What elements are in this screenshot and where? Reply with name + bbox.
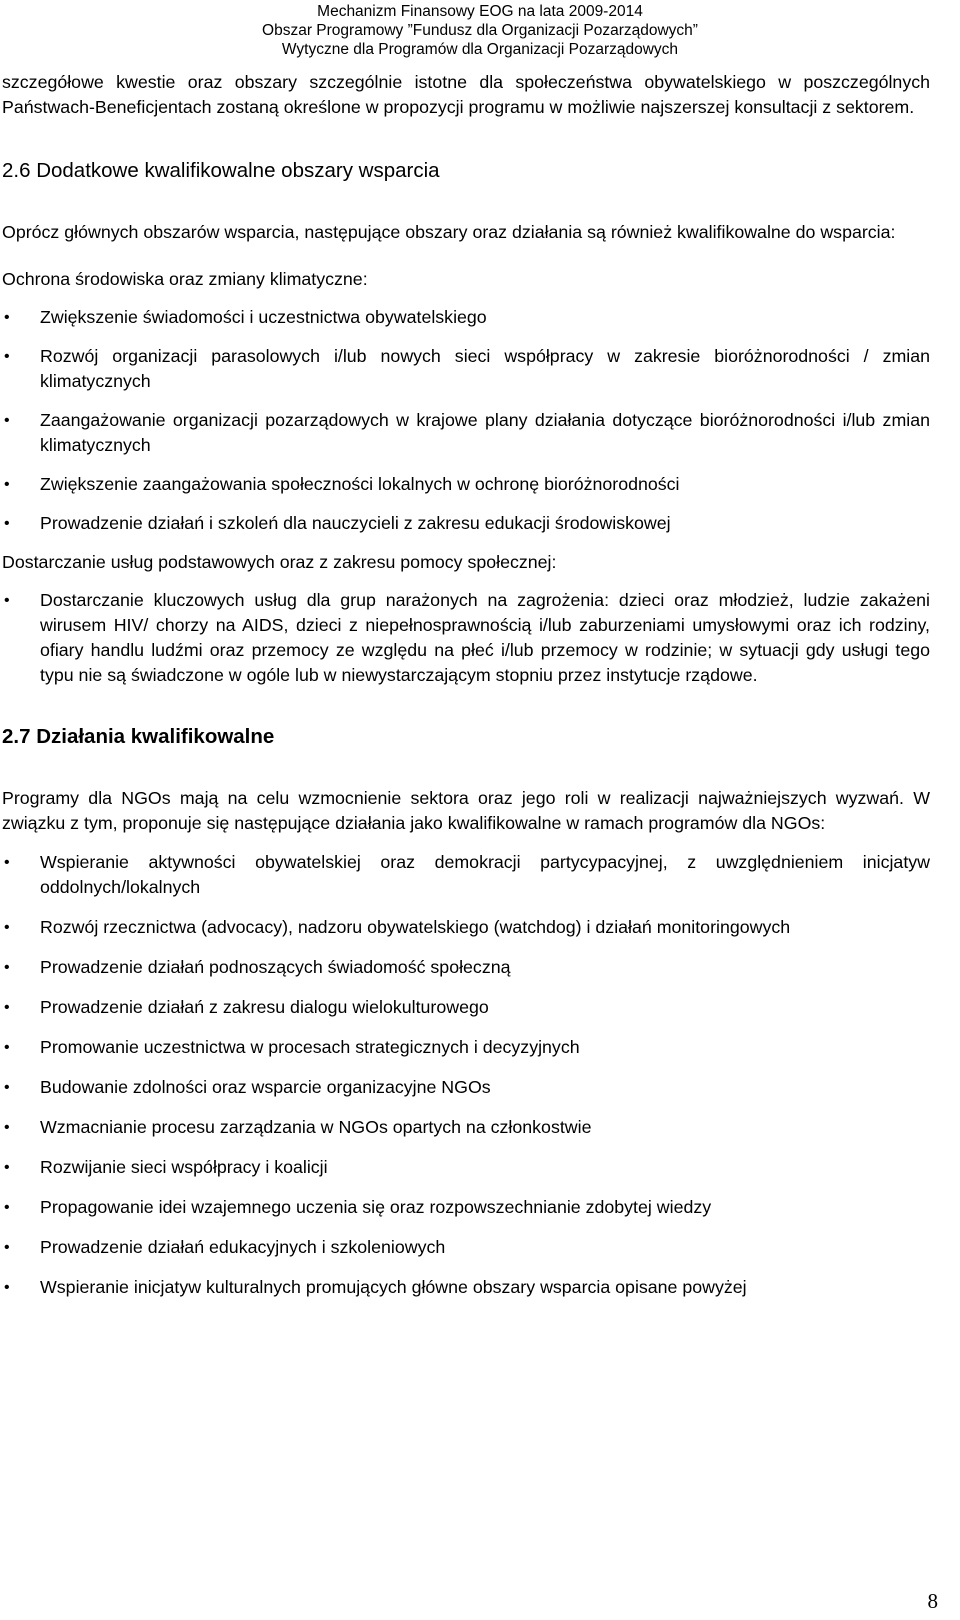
bullet-icon: •: [4, 1159, 10, 1176]
list-item: • Prowadzenie działań edukacyjnych i szkoleniowych: [2, 1235, 930, 1260]
section-2-6-heading: 2.6 Dodatkowe kwalifikowalne obszary wsparcia: [2, 159, 440, 182]
section-2-6-intro: Oprócz głównych obszarów wsparcia, następujące obszary oraz działania są również kwalifikowalne do wsparcia:: [2, 222, 896, 242]
bullet-icon: •: [4, 309, 10, 326]
list-item: • Prowadzenie działań z zakresu dialogu wielokulturowego: [2, 995, 930, 1020]
list-item: • Rozwój organizacji parasolowych i/lub nowych sieci współpracy w zakresie bioróżnorodności / zmian klimatycznych: [4, 346, 930, 391]
social-services-label: Dostarczanie usług podstawowych oraz z zakresu pomocy społecznej:: [2, 552, 557, 572]
environment-label: Ochrona środowiska oraz zmiany klimatyczne:: [2, 269, 368, 289]
document-header: [0, 2, 960, 59]
bullet-icon: •: [4, 592, 10, 609]
list-item: • Wspieranie inicjatyw kulturalnych promujących główne obszary wsparcia opisane powyżej: [2, 1275, 930, 1300]
intro-paragraph: szczegółowe kwestie oraz obszary szczególnie istotne dla społeczeństwa obywatelskiego w poszczególnych Państwach-Beneficjentach zostaną określone w propozycji programu w możliwie najszerszej konsultacji z sektorem.: [2, 72, 930, 117]
bullet-icon: •: [4, 1079, 10, 1096]
bullet-icon: •: [4, 476, 10, 493]
header-line-3: Wytyczne dla Programów dla Organizacji Pozarządowych: [281, 41, 679, 58]
list-item: • Rozwój rzecznictwa (advocacy), nadzoru obywatelskiego (watchdog) i działań monitoringowych: [2, 915, 930, 940]
eligible-activities-list: [2, 850, 930, 1300]
page-number: 8: [927, 1589, 938, 1613]
bullet-icon: •: [4, 1239, 10, 1256]
section-2-7-intro: Programy dla NGOs mają na celu wzmocnienie sektora oraz jego roli w realizacji najważniejszych wyzwań. W związku z tym, proponuje się następujące działania jako kwalifikowalne w ramach programów dla NGOs:: [2, 788, 930, 833]
list-item: • Propagowanie idei wzajemnego uczenia się oraz rozpowszechnianie zdobytej wiedzy: [2, 1195, 930, 1220]
bullet-icon: •: [4, 959, 10, 976]
bullet-icon: •: [4, 854, 10, 871]
header-line-2: Obszar Programowy ”Fundusz dla Organizacji Pozarządowych”: [262, 22, 698, 39]
list-item: • Rozwijanie sieci współpracy i koalicji: [2, 1155, 930, 1180]
bullet-icon: •: [4, 515, 10, 532]
list-item: • Prowadzenie działań podnoszących świadomość społeczną: [2, 955, 930, 980]
bullet-icon: •: [4, 1279, 10, 1296]
list-item: • Zwiększenie świadomości i uczestnictwa obywatelskiego: [2, 305, 930, 330]
list-item: • Zwiększenie zaangażowania społeczności lokalnych w ochronę bioróżnorodności: [2, 472, 930, 497]
header-line-1: Mechanizm Finansowy EOG na lata 2009-2014: [317, 3, 643, 20]
list-item: • Promowanie uczestnictwa w procesach strategicznych i decyzyjnych: [2, 1035, 930, 1060]
environment-list: [2, 305, 930, 536]
bullet-icon: •: [4, 1039, 10, 1056]
list-item: • Wzmacnianie procesu zarządzania w NGOs opartych na członkostwie: [2, 1115, 930, 1140]
bullet-icon: •: [4, 999, 10, 1016]
list-item: • Prowadzenie działań i szkoleń dla nauczycieli z zakresu edukacji środowiskowej: [2, 511, 930, 536]
list-item: • Dostarczanie kluczowych usług dla grup narażonych na zagrożenia: dzieci oraz młodzież, ludzie zakażeni wirusem HIV/ chorzy na AIDS, dzieci z niepełnosprawnością i/lub zaburzeniami umysłowymi oraz ich rodziny, ofiary handlu ludźmi oraz przemocy ze względu na płeć i/lub przemocy w rodzinie; w sytuacji gdy usługi tego typu nie są świadczone w ogóle lub w niewystarczającym stopniu przez instytucje rządowe.: [4, 590, 930, 685]
document-body: [2, 70, 930, 1300]
bullet-icon: •: [4, 919, 10, 936]
list-item: • Budowanie zdolności oraz wsparcie organizacyjne NGOs: [2, 1075, 930, 1100]
bullet-icon: •: [4, 1119, 10, 1136]
social-services-list: [2, 588, 930, 688]
bullet-icon: •: [4, 412, 10, 429]
list-item: • Zaangażowanie organizacji pozarządowych w krajowe plany działania dotyczące bioróżnorodności i/lub zmian klimatycznych: [4, 410, 930, 455]
section-2-7-heading: 2.7 Działania kwalifikowalne: [2, 725, 275, 748]
list-item: • Wspieranie aktywności obywatelskiej oraz demokracji partycypacyjnej, z uwzględnieniem inicjatyw oddolnych/lokalnych: [4, 852, 930, 897]
bullet-icon: •: [4, 1199, 10, 1216]
bullet-icon: •: [4, 348, 10, 365]
